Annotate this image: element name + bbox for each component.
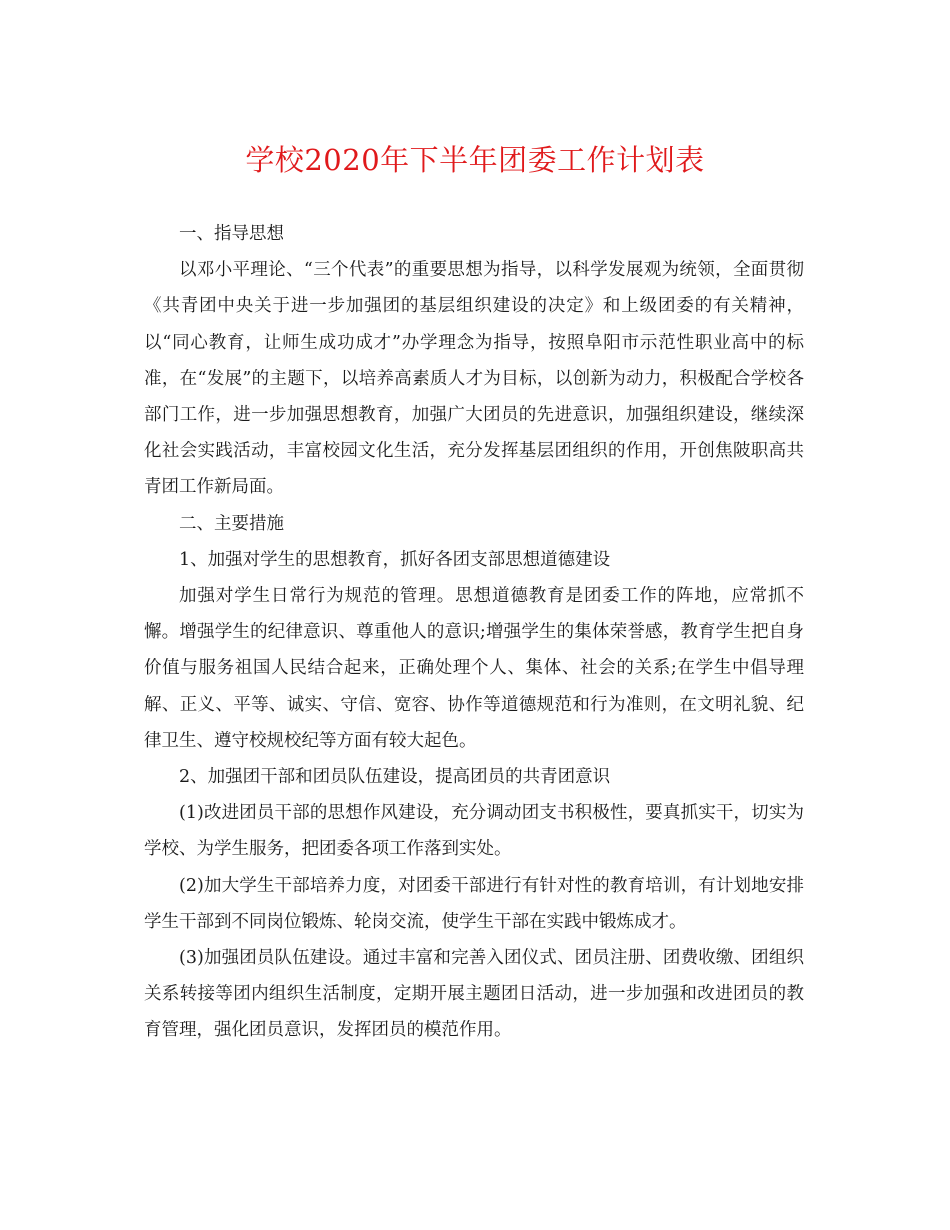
section-heading-guiding-ideology: 一、指导思想 bbox=[179, 224, 284, 244]
paragraph-guiding-ideology: 以邓小平理论、“三个代表”的重要思想为指导，以科学发展观为统领，全面贯彻《共青团中央关于进一步加强团的基层组织建设的决定》和上级团委的有关精神，以“同心教育，让师生成功成才”办学理念为指导，按照阜阳市示范性职业高中的标准，在“发展”的主题下，以培养高素质人才为目标，以创新为动力，积极配合学校各部门工作，进一步加强思想教育，加强广大团员的先进意识，加强组织建设，继续深化社会实践活动，丰富校园文化生活，充分发挥基层团组织的作用，开创焦陂职高共青团工作新局面。 bbox=[144, 260, 804, 498]
document-body bbox=[144, 216, 804, 1049]
subheading-ideological-education: 1、加强对学生的思想教育，抓好各团支部思想道德建设 bbox=[179, 549, 611, 570]
list-item-cadre-3: (3)加强团员队伍建设。通过丰富和完善入团仪式、团员注册、团费收缴、团组织关系转接等团内组织生活制度，定期开展主题团日活动，进一步加强和改进团员的教育管理，强化团员意识，发挥团员的模范作用。 bbox=[144, 948, 804, 1041]
list-item-cadre-1: (1)改进团员干部的思想作风建设，充分调动团支书积极性，要真抓实干，切实为学校、为学生服务，把团委各项工作落到实处。 bbox=[144, 803, 804, 860]
section-heading-main-measures: 二、主要措施 bbox=[179, 513, 284, 534]
list-item-cadre-2: (2)加大学生干部培养力度，对团委干部进行有针对性的教育培训，有计划地安排学生干部到不同岗位锻炼、轮岗交流，使学生干部在实践中锻炼成才。 bbox=[144, 875, 804, 932]
document-title: 学校2020年下半年团委工作计划表 bbox=[245, 143, 705, 177]
subheading-cadre-construction: 2、加强团干部和团员队伍建设，提高团员的共青团意识 bbox=[179, 767, 611, 788]
paragraph-ideological-education: 加强对学生日常行为规范的管理。思想道德教育是团委工作的阵地，应常抓不懈。增强学生的纪律意识、尊重他人的意识;增强学生的集体荣誉感，教育学生把自身价值与服务祖国人民结合起来，正确处理个人、集体、社会的关系;在学生中倡导理解、正义、平等、诚实、守信、宽容、协作等道德规范和行为准则，在文明礼貌、纪律卫生、遵守校规校纪等方面有较大起色。 bbox=[144, 586, 804, 751]
